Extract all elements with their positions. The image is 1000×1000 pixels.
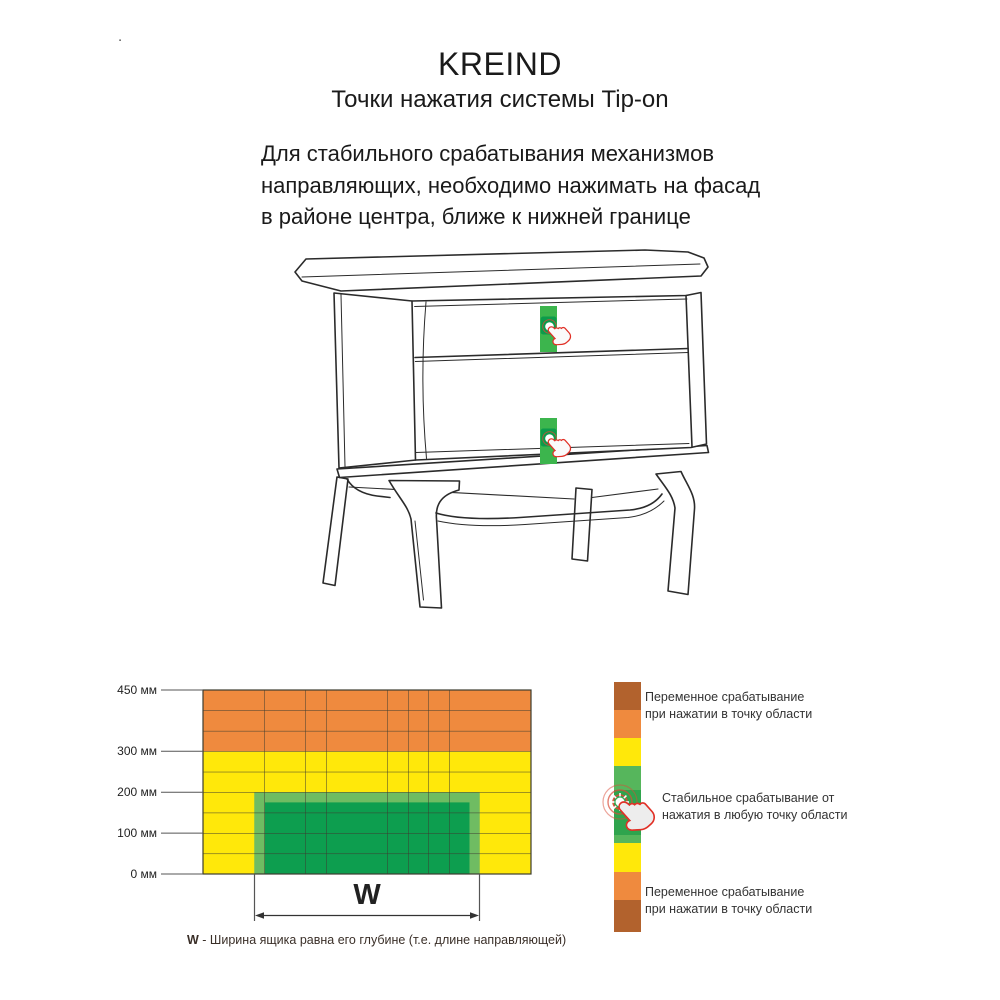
drawer-divider [415, 349, 688, 358]
press-button [541, 317, 557, 335]
touch-hand-icon [544, 432, 573, 461]
arrowhead-right [470, 912, 479, 919]
press-button [541, 429, 557, 447]
drawer-bottom-gap [416, 444, 689, 453]
base-band [337, 446, 709, 478]
description-text [261, 138, 760, 233]
leg-rear-right [572, 488, 592, 561]
width-symbol-label: W [353, 879, 381, 911]
zone-orange [203, 690, 531, 751]
legend-bar-segment [614, 843, 641, 872]
ytick-100: 100 мм [117, 826, 157, 840]
width-caption [187, 933, 566, 947]
axis-ticks [161, 690, 203, 874]
press-button-dot [545, 434, 554, 443]
legend-line: нажатия в любую точку области [662, 808, 848, 822]
zone-green-core [265, 802, 470, 874]
leg-rear-left [323, 477, 348, 586]
rail-back [349, 487, 574, 499]
legend-line: при нажатии в точку области [645, 707, 813, 721]
legend-bar-segment [614, 790, 641, 835]
description-line: в районе центра, ближе к нижней границе [261, 204, 691, 229]
apron-left [347, 479, 390, 498]
zone-yellow [203, 751, 531, 874]
right-stile-line [686, 296, 692, 447]
legend-bar-segment [614, 872, 641, 900]
width-caption-text: - Ширина ящика равна его глубине (т.е. длине направляющей) [198, 933, 567, 947]
page-subtitle: Точки нажатия системы Tip-on [331, 86, 669, 113]
leg-front-left-contour [415, 521, 424, 600]
grid-lines [203, 690, 531, 874]
description-line: направляющих, необходимо нажимать на фасад [261, 172, 761, 198]
press-zone-strip [540, 306, 557, 352]
zone-green-outer [254, 792, 480, 874]
legend-bar-segment [614, 766, 641, 790]
legend-color-bar [614, 682, 641, 932]
legend-line: при нажатии в точку области [645, 902, 813, 916]
leg-front-right [656, 472, 695, 595]
rail-right [592, 489, 658, 498]
left-stile-line [341, 295, 345, 467]
legend-bar-segment [614, 738, 641, 766]
legend-bar-segment [614, 900, 641, 932]
apron-front-lower [438, 501, 664, 526]
arrowhead-left [255, 912, 264, 919]
apron-front [436, 494, 662, 519]
legend-bar-segment [614, 710, 641, 738]
legend-item-variable-top [645, 689, 812, 723]
legend-line: Переменное срабатывание [645, 885, 805, 899]
press-ripple [543, 320, 557, 334]
drawer-top-gap [415, 299, 687, 307]
ytick-450: 450 мм [117, 683, 157, 697]
drawer-corner-curve [423, 302, 427, 459]
ytick-0: 0 мм [130, 867, 157, 881]
legend-line: Стабильное срабатывание от [662, 791, 835, 805]
legend-item-variable-bottom [645, 884, 812, 918]
press-zone-strip [540, 418, 557, 464]
press-point-bottom [540, 418, 573, 464]
touch-hand-icon [544, 320, 573, 349]
brand-title: KREIND [438, 46, 562, 82]
legend-bar-segment [614, 682, 641, 710]
grid-border [203, 690, 531, 874]
description-line: Для стабильного срабатывания механизмов [261, 141, 715, 166]
width-caption-symbol: W [187, 933, 199, 947]
ytick-200: 200 мм [117, 785, 157, 799]
nightstand-illustration [295, 250, 709, 608]
drawer-divider-lower [415, 353, 688, 362]
leg-front-left [389, 481, 460, 609]
table-top [295, 250, 708, 291]
body-left-corner [412, 301, 416, 460]
legend-line: Переменное срабатывание [645, 690, 805, 704]
press-point-top [540, 306, 573, 352]
stray-mark: . [118, 28, 123, 45]
ytick-300: 300 мм [117, 744, 157, 758]
table-top-moulding [302, 264, 700, 277]
press-button-dot [545, 322, 554, 331]
legend-bar-segment [614, 835, 641, 843]
legend-item-stable [662, 790, 847, 824]
press-ripple [543, 432, 557, 446]
cabinet-body [334, 293, 707, 469]
